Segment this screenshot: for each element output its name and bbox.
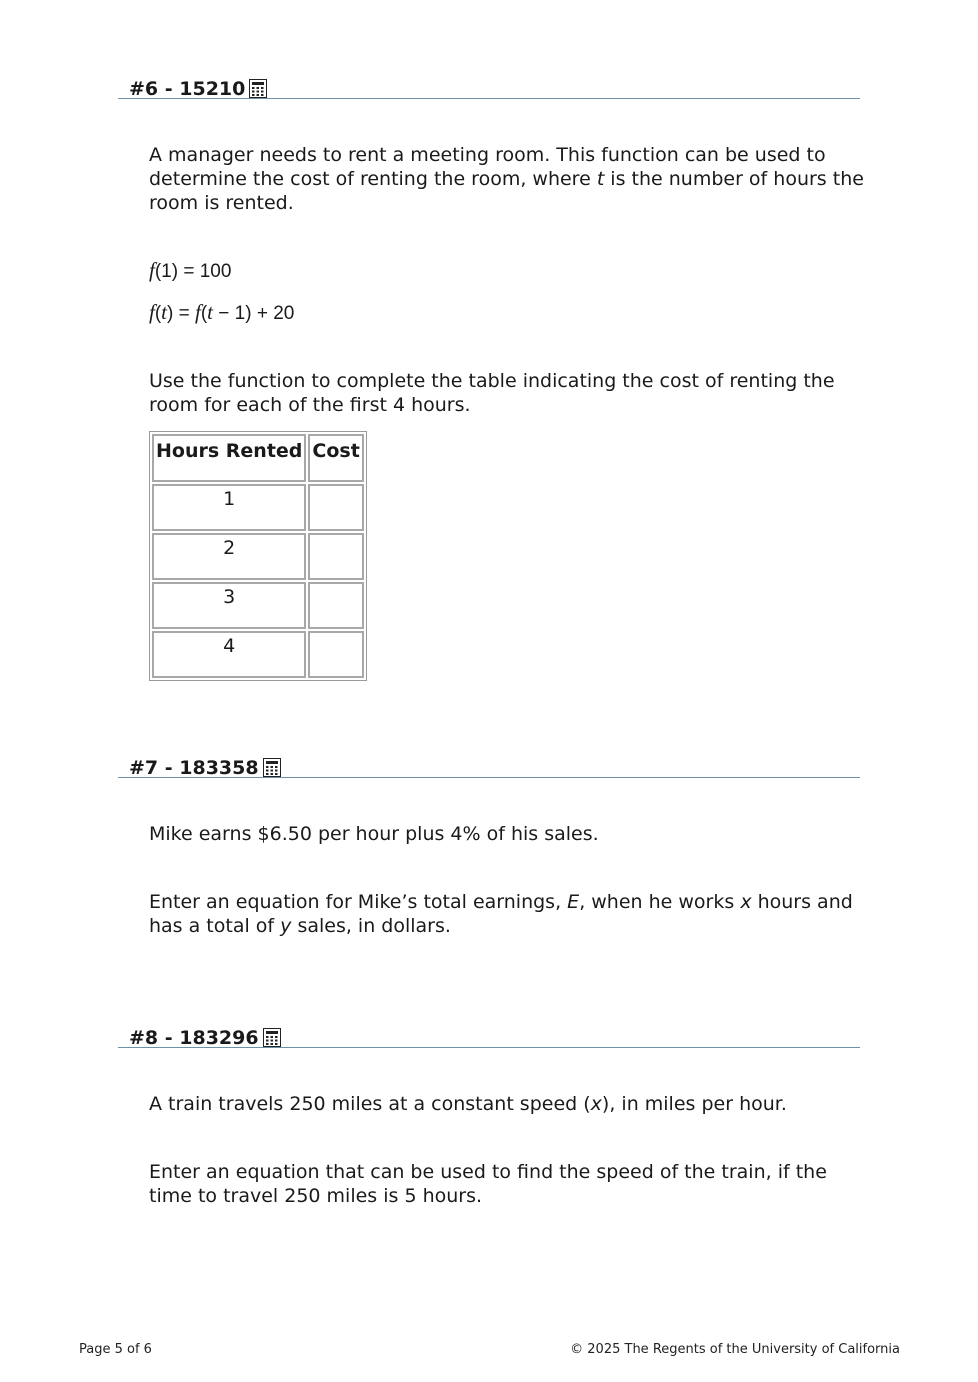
hours-cell: 3 — [152, 582, 306, 629]
calculator-icon — [263, 758, 281, 777]
calculator-icon — [249, 79, 267, 98]
question-7-prompt: Enter an equation for Mike’s total earnings, E, when he works x hours and has a total of y sales, in dollars. — [149, 891, 853, 937]
cost-answer-cell[interactable] — [308, 582, 363, 629]
cost-answer-cell[interactable] — [308, 631, 363, 678]
equation-base-case: f(1) = 100 — [149, 258, 232, 282]
hours-rented-header: Hours Rented — [152, 434, 306, 482]
table-row — [152, 631, 364, 678]
table-row — [152, 484, 364, 531]
hours-cell: 1 — [152, 484, 306, 531]
cost-answer-cell[interactable] — [308, 484, 363, 531]
rental-cost-table — [149, 431, 367, 681]
question-7-statement: Mike earns $6.50 per hour plus 4% of his sales. — [149, 823, 599, 845]
question-6-header — [118, 76, 860, 99]
table-row — [152, 533, 364, 580]
table-header-row — [152, 434, 364, 482]
question-8-title: #8 - 183296 — [129, 1027, 281, 1049]
copyright-notice: © 2025 The Regents of the University of California — [570, 1342, 900, 1357]
hours-cell: 2 — [152, 533, 306, 580]
equation-recursive: f(t) = f(t − 1) + 20 — [149, 300, 295, 324]
cost-answer-cell[interactable] — [308, 533, 363, 580]
hours-cell: 4 — [152, 631, 306, 678]
question-7-title: #7 - 183358 — [129, 757, 281, 779]
question-6-title: #6 - 15210 — [129, 78, 267, 100]
cost-header: Cost — [308, 434, 363, 482]
calculator-icon — [263, 1028, 281, 1047]
table-row — [152, 582, 364, 629]
question-6-instruction: Use the function to complete the table indicating the cost of renting the room for each of the first 4 hours. — [149, 370, 835, 416]
page-number: Page 5 of 6 — [79, 1342, 152, 1357]
question-7-header — [118, 755, 860, 778]
question-8-statement: A train travels 250 miles at a constant speed (x), in miles per hour. — [149, 1093, 787, 1115]
question-8-header — [118, 1025, 860, 1048]
question-6-intro: A manager needs to rent a meeting room. This function can be used to determine the cost of renting the room, where t is the number of hours the room is rented. — [149, 144, 864, 214]
question-8-prompt: Enter an equation that can be used to find the speed of the train, if the time to travel 250 miles is 5 hours. — [149, 1161, 827, 1207]
